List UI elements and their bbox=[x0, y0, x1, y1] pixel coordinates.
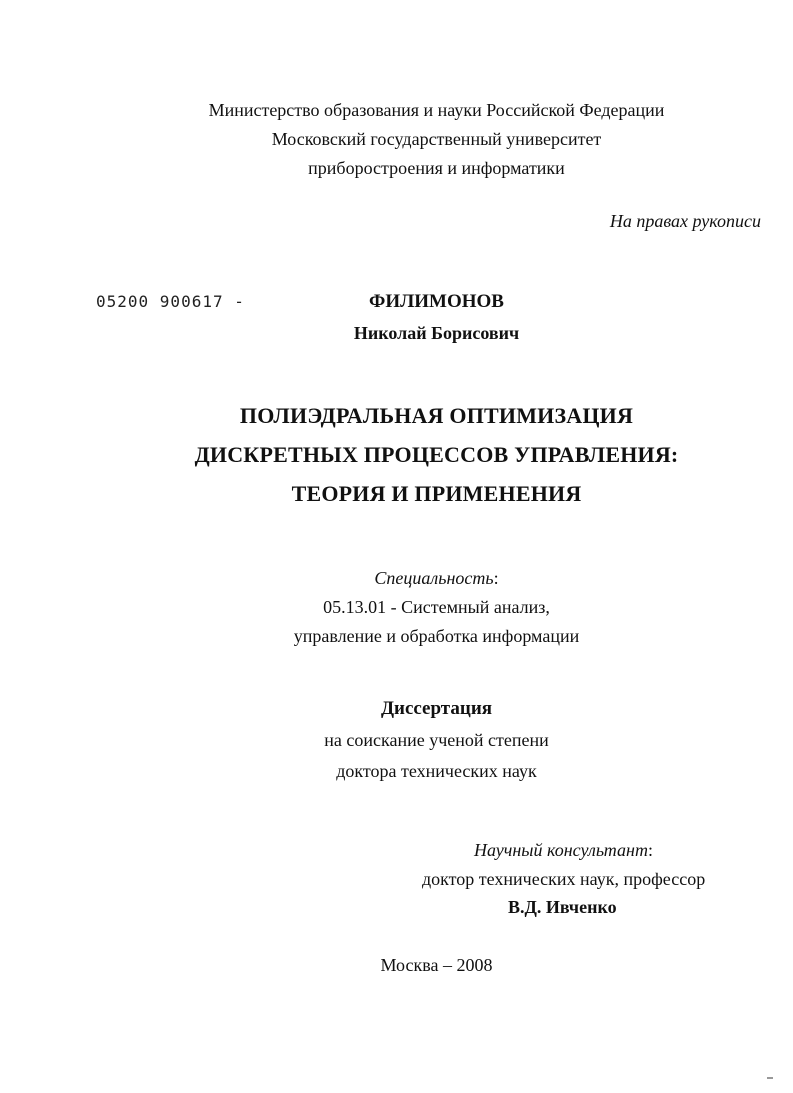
consultant-label-row bbox=[474, 840, 653, 861]
specialty-label: Специальность bbox=[374, 568, 494, 588]
dissertation-line-1: на соискание ученой степени bbox=[324, 730, 549, 750]
specialty-line-1: 05.13.01 - Системный анализ, bbox=[323, 597, 550, 617]
consultant-label: Научный консультант bbox=[474, 840, 648, 860]
title-line-2: ДИСКРЕТНЫХ ПРОЦЕССОВ УПРАВЛЕНИЯ: bbox=[194, 442, 679, 467]
city-year: Москва – 2008 bbox=[380, 955, 493, 975]
consultant-colon: : bbox=[647, 840, 653, 860]
title-line-3: ТЕОРИЯ И ПРИМЕНЕНИЯ bbox=[291, 481, 582, 506]
specialty-label-row bbox=[0, 568, 793, 589]
ministry-line: Министерство образования и науки Российской Федерации bbox=[208, 100, 665, 120]
university-line-1: Московский государственный университет bbox=[271, 129, 602, 149]
author-name: Николай Борисович bbox=[353, 323, 520, 343]
title-line-1: ПОЛИЭДРАЛЬНАЯ ОПТИМИЗАЦИЯ bbox=[239, 403, 634, 428]
scan-corner-mark bbox=[767, 1077, 773, 1079]
manuscript-note: На правах рукописи bbox=[609, 211, 761, 231]
university-line-2: приборостроения и информатики bbox=[308, 158, 565, 178]
specialty-line-2: управление и обработка информации bbox=[293, 626, 580, 646]
dissertation-heading: Диссертация bbox=[380, 698, 493, 719]
dissertation-line-2: доктора технических наук bbox=[336, 761, 537, 781]
specialty-colon: : bbox=[493, 568, 499, 588]
author-surname: ФИЛИМОНОВ bbox=[369, 291, 504, 312]
consultant-degree: доктор технических наук, профессор bbox=[422, 869, 706, 889]
library-stamp-code: 05200 900617 - bbox=[96, 292, 245, 311]
consultant-name: В.Д. Ивченко bbox=[508, 897, 617, 917]
